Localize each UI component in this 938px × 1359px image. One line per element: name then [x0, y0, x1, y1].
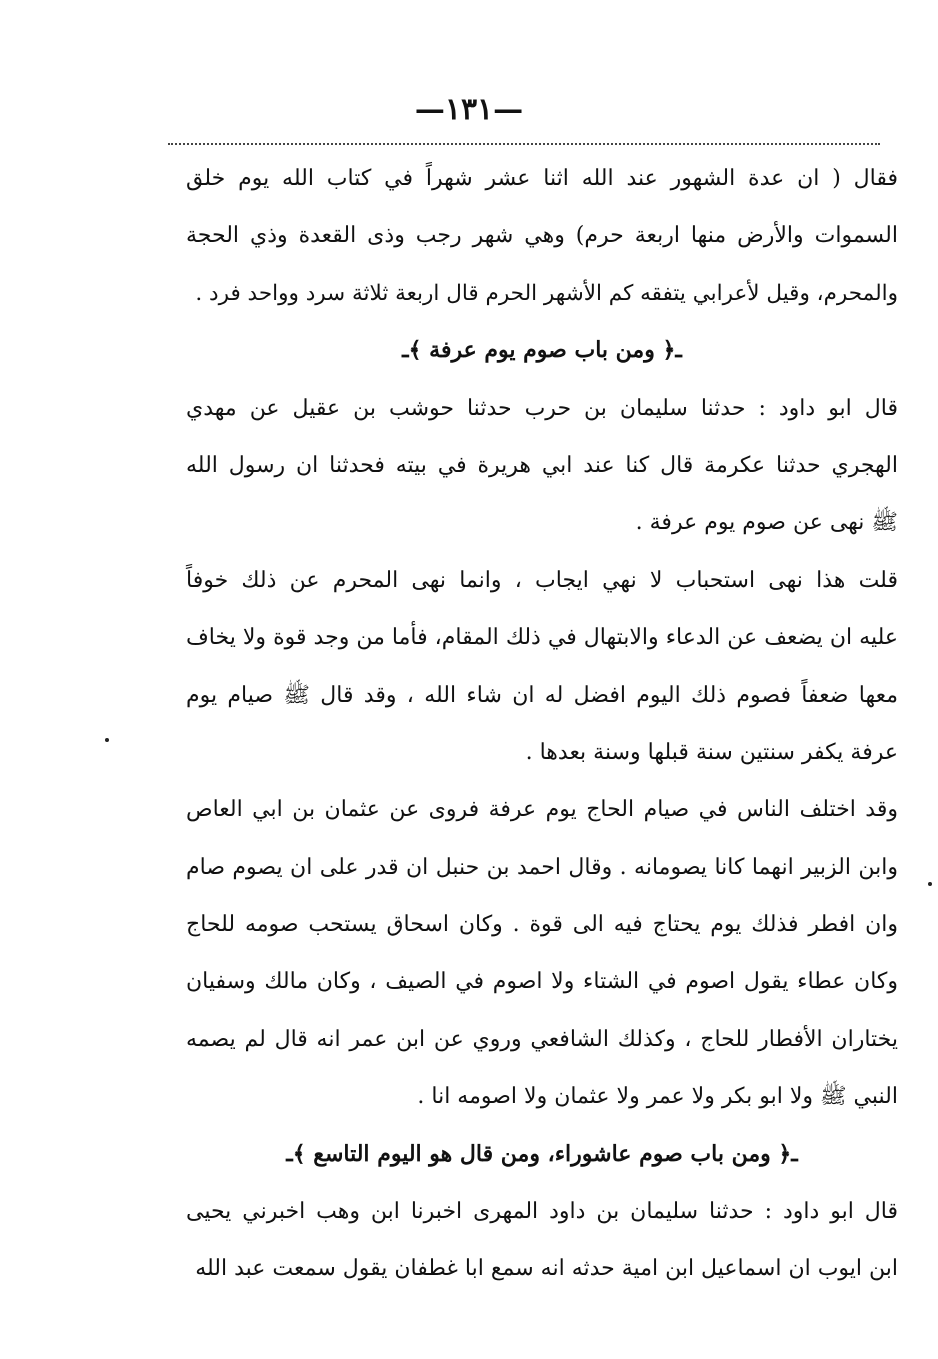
text-line: قال ابو داود : حدثنا سليمان بن داود المهرى اخبرنا ابن وهب اخبرني يحيى	[186, 1199, 898, 1225]
text-line: ابن ايوب ان اسماعيل ابن امية حدثه انه سمع ابا غطفان يقول سمعت عبد الله	[195, 1256, 898, 1282]
section-heading-arafah-fast: ـ﴿ ومن باب صوم يوم عرفة ﴾ـ	[402, 337, 682, 364]
text-line: يختاران الأفطار للحاج ، وكذلك الشافعي وروي عن ابن عمر انه قال لم يصمه	[186, 1026, 898, 1052]
text-line: فقال ( ان عدة الشهور عند الله اثنا عشر شهراً في كتاب الله يوم خلق	[186, 166, 898, 191]
text-line: معها ضعفاً فصوم ذلك اليوم افضل له ان شاء الله ، وقد قال ﷺ صيام يوم	[186, 682, 898, 708]
scan-speck	[928, 882, 932, 886]
text-line: قلت هذا نهى استحباب لا نهي ايجاب ، وانما نهى المحرم عن ذلك خوفاً	[186, 567, 898, 593]
text-line: وان افطر فذلك يوم يحتاج فيه الى قوة . وكان اسحاق يستحب صومه للحاج	[186, 912, 898, 938]
text-line: وابن الزبير انهما كانا يصومانه . وقال احمد بن حنبل ان قدر على ان يصوم صام	[186, 854, 898, 880]
text-line: عليه ان يضعف عن الدعاء والابتهال في ذلك المقام، فأما من وجد قوة ولا يخاف	[186, 625, 898, 651]
text-line: النبي ﷺ ولا ابو بكر ولا عمر ولا عثمان ولا اصومه انا .	[417, 1084, 898, 1110]
text-line: السموات والأرض منها اربعة حرم) وهي شهر رجب وذى القعدة وذي الحجة	[186, 223, 898, 249]
text-line: عرفة يكفر سنتين سنة قبلها وسنة بعدها .	[525, 739, 898, 765]
text-line: ﷺ نهى عن صوم يوم عرفة .	[635, 510, 898, 536]
section-heading-ashura-fast: ـ﴿ ومن باب صوم عاشوراء، ومن قال هو اليوم التاسع ﴾ـ	[286, 1140, 798, 1167]
text-line: الهجري حدثنا عكرمة قال كنا عند ابي هريرة في بيته فحدثنا ان رسول الله	[186, 452, 898, 478]
text-line: وقد اختلف الناس في صيام الحاج يوم عرفة فروى عن عثمان بن ابي العاص	[186, 797, 898, 823]
text-line: والمحرم، وقيل لأعرابي يتفقه كم الأشهر الحرم قال اربعة ثلاثة سرد وواحد فرد .	[195, 280, 898, 306]
scan-speck	[105, 738, 109, 742]
text-line: قال ابو داود : حدثنا سليمان بن حرب حدثنا حوشب بن عقيل عن مهدي	[186, 395, 898, 421]
text-line: وكان عطاء يقول اصوم في الشتاء ولا اصوم في الصيف ، وكان مالك وسفيان	[186, 969, 898, 995]
page-number: —١٣١—	[414, 92, 524, 127]
page-text	[186, 150, 898, 1298]
header-dotted-rule	[168, 143, 880, 145]
